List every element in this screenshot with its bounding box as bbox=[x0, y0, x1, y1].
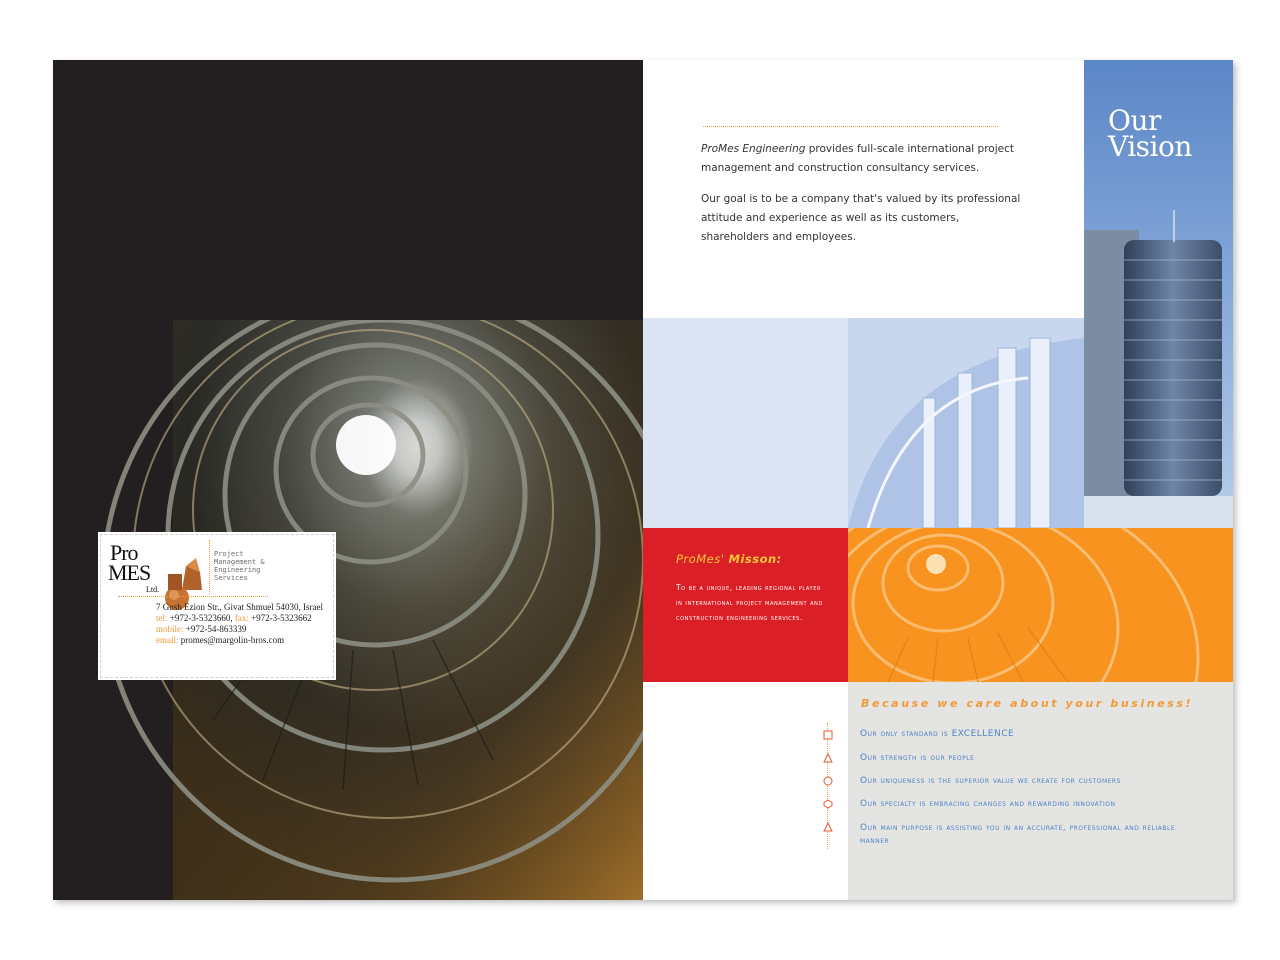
fax-value: +972-3-5323662 bbox=[251, 613, 312, 623]
logo-line1: Pro bbox=[110, 540, 138, 565]
mobile-value: +972-54-863339 bbox=[185, 624, 247, 634]
card-divider-vertical bbox=[209, 540, 210, 594]
pale-blue-block bbox=[643, 318, 848, 528]
card-divider-horizontal bbox=[118, 596, 268, 597]
card-email-line bbox=[156, 635, 323, 646]
mission-title-bold: Misson: bbox=[728, 552, 782, 566]
email-value: promes@margolin-bros.com bbox=[180, 635, 285, 645]
email-label: email: bbox=[156, 635, 179, 645]
value-item-2: Our strength is our people bbox=[860, 753, 975, 763]
brochure-spread bbox=[53, 60, 1233, 900]
vision-title bbox=[1108, 104, 1192, 163]
architecture-photo bbox=[848, 318, 1084, 528]
intro-paragraph-2: Our goal is to be a company that's valued by its professional attitude and experience as well as its customers, shareholders and employees. bbox=[701, 193, 1021, 243]
tel-label: tel: bbox=[156, 613, 168, 623]
mobile-label: mobile: bbox=[156, 624, 184, 634]
value-item-4: Our specialty is embracing changes and rewarding innovation bbox=[860, 799, 1116, 809]
intro-paragraph-1 bbox=[701, 140, 1021, 178]
card-tagline: Project Management & Engineering Services bbox=[214, 550, 265, 582]
triangle-icon bbox=[823, 753, 833, 763]
circle-icon bbox=[823, 776, 833, 786]
tel-value: +972-3-5323660, bbox=[169, 613, 233, 623]
values-heading: Because we care about your business! bbox=[861, 697, 1194, 710]
hexagon-icon bbox=[823, 799, 833, 809]
value-item-3: Our uniqueness is the superior value we create for customers bbox=[860, 776, 1121, 786]
mission-block bbox=[643, 528, 848, 682]
mission-title-prefix: ProMes' bbox=[676, 552, 725, 566]
intro-text bbox=[701, 140, 1021, 259]
value-item-5: Our main purpose is assisting you in an accurate, professional and reliable manner bbox=[860, 823, 1176, 846]
left-page bbox=[53, 60, 643, 900]
orange-staircase-photo bbox=[848, 528, 1233, 682]
card-mobile-line bbox=[156, 624, 323, 635]
vision-column bbox=[1084, 60, 1233, 528]
intro-rule bbox=[703, 126, 998, 127]
card-address: 7 Gush Ezion Str., Givat Shmuel 54030, Israel bbox=[156, 602, 323, 612]
triangle-icon bbox=[823, 822, 833, 832]
fax-label: fax: bbox=[234, 613, 249, 623]
vision-title-line1: Our bbox=[1108, 104, 1161, 137]
logo-line3: Ltd. bbox=[146, 585, 160, 594]
square-icon bbox=[823, 730, 833, 740]
values-panel bbox=[848, 682, 1233, 900]
card-phone-line bbox=[156, 613, 323, 624]
logo-line2: MES bbox=[108, 560, 151, 585]
vision-title-line2: Vision bbox=[1108, 130, 1192, 163]
company-name: ProMes Engineering bbox=[701, 143, 806, 155]
right-page bbox=[643, 60, 1233, 900]
value-item-1: Our only standard is EXCELLENCE bbox=[860, 729, 1015, 739]
business-card bbox=[98, 532, 336, 680]
intro-paragraph-1-text: provides full-scale international project management and construction consultancy services. bbox=[701, 143, 1014, 174]
mission-text: To be a unique, leading regional player in international project management and construction engineering services. bbox=[676, 583, 823, 622]
card-contact bbox=[156, 602, 323, 646]
mission-title bbox=[676, 552, 782, 566]
